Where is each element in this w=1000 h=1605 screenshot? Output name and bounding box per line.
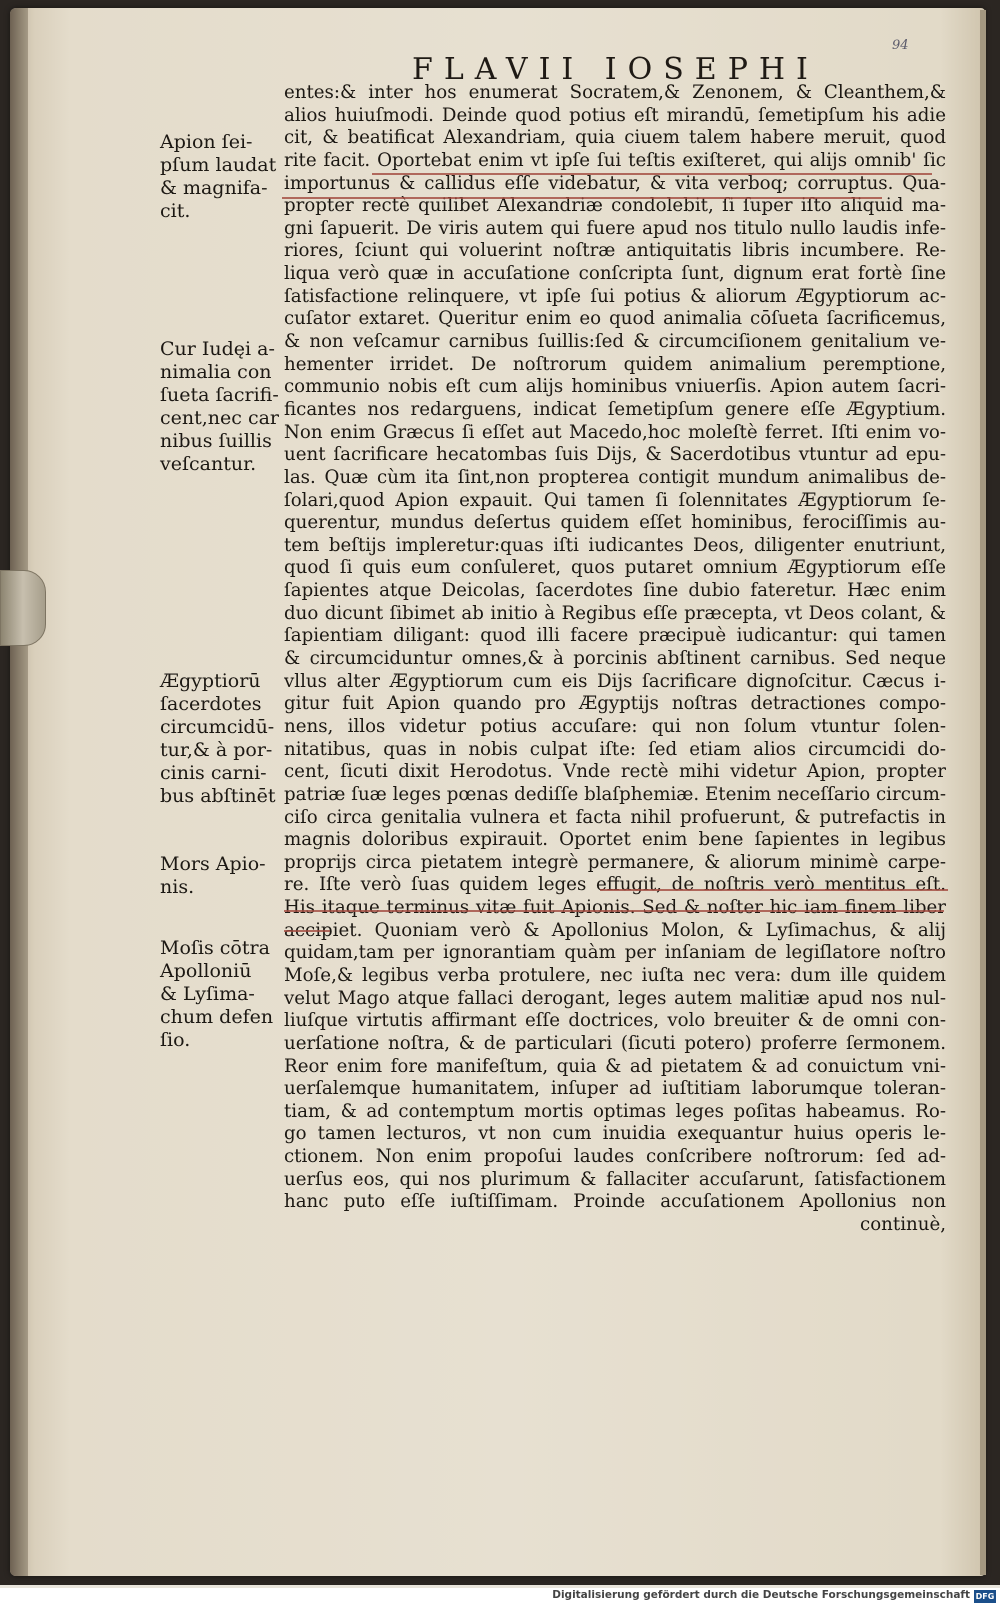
text-line: ſapientiam diligant: quod illi facere præcipuè iudicantur: qui tamen: [284, 625, 946, 647]
margin-note-jewish-sacrifice: [160, 338, 280, 476]
margin-note-line: Ægyptiorū: [160, 670, 261, 692]
text-line: His itaque terminus vitæ fuit Apionis. Sed & noſter hic iam finem liber: [284, 897, 946, 919]
text-line: Reor enim fore manifeſtum, quia & ad pietatem & ad conuictum vni-: [284, 1055, 946, 1077]
margin-note-line: nis.: [160, 876, 195, 898]
underline-mark: [282, 197, 882, 199]
page-number: 94: [892, 38, 909, 53]
text-line: rite facit. Oportebat enim vt ipſe ſui teſtis exiſteret, qui alijs omnib' ſic: [284, 149, 946, 171]
margin-note-line: & magnifa-: [160, 177, 268, 199]
margin-note-line: ſacerdotes: [160, 693, 262, 715]
running-title: FLAVII IOSEPHI: [412, 52, 819, 87]
text-line: tiam, & ad contemptum mortis optimas leges poſitas habeamus. Ro-: [284, 1100, 946, 1122]
main-text-block: [284, 82, 946, 1237]
margin-note-egyptian-priests: [160, 670, 280, 808]
catchword: continuè,: [860, 1214, 946, 1236]
margin-note-line: nibus ſuillis: [160, 430, 272, 452]
margin-note-line: circumcidū-: [160, 716, 275, 738]
text-line: querentur, mundus deſertus quidem eſſet hominibus, ferociſſimis au-: [284, 512, 946, 534]
underline-mark: [372, 173, 932, 175]
text-line: importunus & callidus eſſe videbatur, & vita verboq; corruptus. Qua-: [284, 172, 946, 194]
margin-note-line: tur,& à por-: [160, 739, 273, 761]
text-line: ciſo circa genitalia vulnera et facta nihil profuerunt, & putrefactis in: [284, 806, 946, 828]
text-line: cit, & beatificat Alexandriam, quia ciuem talem habere meruit, quod: [284, 127, 946, 149]
text-line: hementer irridet. De noſtrorum quidem animalium peremptione,: [284, 353, 946, 375]
text-line: gitur fuit Apion quando pro Ægyptijs noſtras detractiones compo-: [284, 693, 946, 715]
text-line: cent, ſicuti dixit Herodotus. Vnde rectè mihi videtur Apion, propter: [284, 761, 946, 783]
page-edge: [980, 10, 986, 1575]
digitization-footer: [0, 1588, 1000, 1605]
text-line: gni ſapuerit. De viris autem qui fuere apud nos titulo nullo laudis infe-: [284, 217, 946, 239]
funding-credit: Digitalisierung gefördert durch die Deutsche Forschungsgemeinschaft: [552, 1589, 970, 1601]
text-line: tem beſtijs impleretur:quas iſti iudicantes Deos, diligenter enutriunt,: [284, 534, 946, 556]
text-line: uent ſacrificare hecatombas ſuis Dijs, & Sacerdotibus vtuntur ad epu-: [284, 444, 946, 466]
margin-note-line: Cur Iudęi a-: [160, 338, 275, 360]
book-gutter: [10, 8, 28, 1576]
text-line: cuſator extaret. Queritur enim eo quod animalia cōſueta ſacrificemus,: [284, 308, 946, 330]
text-line: & circumciduntur omnes,& à porcinis abſtinent carnibus. Sed neque: [284, 648, 946, 670]
text-line: ficantes nos redarguens, indicat ſemetipſum genere eſſe Ægyptium.: [284, 398, 946, 420]
text-line: re. Iſte verò ſuas quidem leges effugit, de noſtris verò mentitus eſt.: [284, 874, 946, 896]
margin-note-defense-of-moses: [160, 937, 280, 1052]
text-line: ſatisfactione relinquere, vt ipſe ſui potius & aliorum Ægyptiorum ac-: [284, 285, 946, 307]
text-line: alios huiuſmodi. Deinde quod potius eſt mirandū, ſemetipſum his adie: [284, 104, 946, 126]
underline-mark: [600, 889, 948, 891]
text-line: magnis doloribus expirauit. Oportet enim bene ſapientes in legibus: [284, 829, 946, 851]
underline-mark: [284, 930, 330, 932]
text-line: nens, illos videtur potius accuſare: qui non ſolum vtuntur ſolen-: [284, 715, 946, 737]
text-line: quidam,tam per ignorantiam quàm per inſaniam de legiſlatore noſtro: [284, 942, 946, 964]
text-line: ſolari,quod Apion expauit. Qui tamen ſi ſolennitates Ægyptiorum ſe-: [284, 489, 946, 511]
margin-note-line: cent,nec car: [160, 407, 280, 429]
text-line: propter rectè quilibet Alexandriæ condolebit, ſi ſuper iſto aliquid ma-: [284, 195, 946, 217]
margin-note-line: nimalia con: [160, 361, 272, 383]
margin-note-line: Moſis cōtra: [160, 937, 270, 959]
text-line: liuſque virtutis affirmant eſſe doctrices, volo breuiter & de omni con-: [284, 1010, 946, 1032]
text-line: patriæ ſuæ leges pœnas dediſſe blaſphemiæ. Etenim neceſſario circum-: [284, 783, 946, 805]
text-line: Moſe,& legibus verba protulere, nec iuſta nec vera: dum ille quidem: [284, 964, 946, 986]
margin-note-line: pſum laudat: [160, 154, 277, 176]
text-line: ſapientes atque Deicolas, ſacerdotes ſine dubio fateretur. Hæc enim: [284, 580, 946, 602]
text-line: communio nobis eſt cum alijs hominibus vniuerſis. Apion autem ſacri-: [284, 376, 946, 398]
text-line: velut Mago atque fallaci derogant, leges autem malitiæ apud nos nul-: [284, 987, 946, 1009]
text-line: uerſalemque humanitatem, inſuper ad iuſtitiam laborumque toleran-: [284, 1078, 946, 1100]
margin-note-apion-praise: [160, 131, 280, 223]
margin-note-line: & Lyſima-: [160, 983, 255, 1005]
margin-note-line: Apion ſei-: [160, 131, 253, 153]
margin-note-line: ſio.: [160, 1029, 191, 1051]
text-line: Non enim Græcus ſi eſſet aut Macedo,hoc moleſtè ferret. Iſti enim vo-: [284, 421, 946, 443]
margin-note-line: veſcantur.: [160, 453, 257, 475]
margin-note-line: Mors Apio-: [160, 853, 266, 875]
margin-note-line: Apolloniū: [160, 960, 252, 982]
underline-mark: [284, 910, 944, 912]
text-line: hanc puto eſſe iuſtiſſimam. Proinde accuſationem Apollonius non: [284, 1191, 946, 1213]
text-line: & non veſcamur carnibus ſuillis:ſed & circumciſionem genitalium ve-: [284, 331, 946, 353]
margin-note-line: bus abſtinēt: [160, 785, 276, 807]
dfg-logo-icon: DFG: [975, 1592, 995, 1601]
text-line: liqua verò quæ in accuſatione conſcripta ſunt, dignum erat fortè ſine: [284, 263, 946, 285]
page-clip: [0, 570, 46, 646]
text-line: vllus alter Ægyptiorum cum eis Dijs ſacrificare dignoſcitur. Cæcus i-: [284, 670, 946, 692]
text-line: uerſatione noſtra, & de particulari (ſicuti potero) proferre ſermonem.: [284, 1032, 946, 1054]
text-line: riores, ſciunt qui voluerint noſtræ antiquitatis libris incumbere. Re-: [284, 240, 946, 262]
text-line: entes:& inter hos enumerat Socratem,& Zenonem, & Cleanthem,&: [284, 82, 946, 103]
text-line: las. Quæ cùm ita ſint,non propterea contigit mundum animalibus de-: [284, 466, 946, 488]
text-line: proprijs circa pietatem integrè permanere, & aliorum minimè carpe-: [284, 851, 946, 873]
text-line: uerſus eos, qui nos plurimum & fallaciter accuſarunt, ſatisfactionem: [284, 1168, 946, 1190]
text-line: ctionem. Non enim propoſui laudes conſcribere noſtrorum: ſed ad-: [284, 1146, 946, 1168]
margin-note-line: ſueta ſacrifi-: [160, 384, 279, 406]
margin-note-line: cinis carni-: [160, 762, 267, 784]
margin-note-line: chum defen: [160, 1006, 274, 1028]
text-line: go tamen lecturos, vt non cum inuidia exequantur huius operis le-: [284, 1123, 946, 1145]
margin-note-line: cit.: [160, 200, 191, 222]
text-line: duo dicunt ſibimet ab initio à Regibus eſſe præcepta, vt Deos colant, &: [284, 602, 946, 624]
margin-note-death-of-apion: [160, 853, 280, 899]
text-line: accipiet. Quoniam verò & Apollonius Molon, & Lyſimachus, & alij: [284, 919, 946, 941]
text-line: nitatibus, quas in nobis culpat iſte: ſed etiam alios circumcidi do-: [284, 738, 946, 760]
text-line: quod ſi quis eum conſuleret, quos putaret omnium Ægyptiorum eſſe: [284, 557, 946, 579]
